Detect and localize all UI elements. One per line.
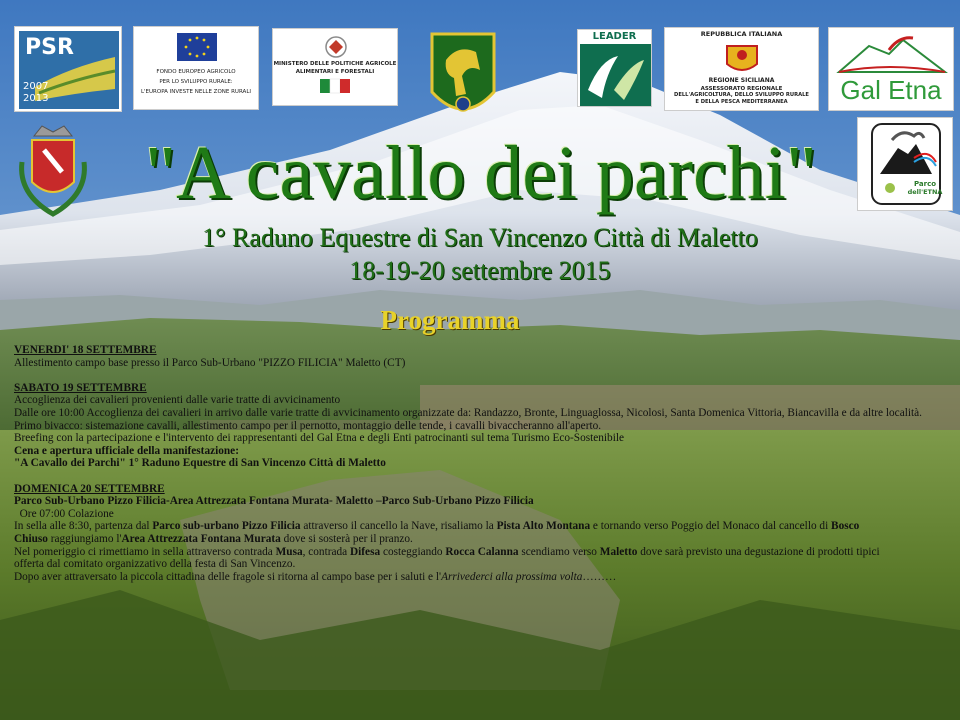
parco-etna-line2: dell'ETNA	[907, 188, 943, 196]
text-span: In sella alle 8:30, partenza dal	[14, 520, 153, 533]
gal-etna-title: Gal Etna	[840, 75, 942, 105]
regione-line1: REPUBBLICA ITALIANA	[700, 30, 783, 38]
sabato-line-4: Breefing con la partecipazione e l'intervento dei rappresentanti del Gal Etna e degli Enti patrocinanti sul tema Turismo Eco-Sostenibile	[14, 432, 624, 445]
regione-line3: ASSESSORATO REGIONALE	[700, 86, 783, 92]
ministero-line1: MINISTERO DELLE POLITICHE AGRICOLE	[273, 61, 397, 67]
regione-siciliana-logo	[664, 27, 819, 111]
farewell-phrase: Arrivederci alla prossima volta	[441, 570, 583, 583]
eu-fund-line3: L'EUROPA INVESTE NELLE ZONE RURALI	[140, 89, 252, 95]
sabato-line-5: Cena e apertura ufficiale della manifestazione:	[14, 444, 239, 457]
place-name: Difesa	[350, 545, 381, 558]
parco-etna-logo	[857, 117, 953, 211]
text-span: dove si sosterà per il pranzo.	[280, 532, 413, 545]
text-span: , contrada	[302, 545, 350, 558]
event-title: "A cavallo dei parchi"	[145, 131, 817, 215]
day-heading-domenica: DOMENICA 20 SETTEMBRE	[14, 482, 165, 495]
place-name: Chiuso	[14, 532, 48, 545]
ministero-line2: ALIMENTARI E FORESTALI	[295, 69, 375, 75]
text-span: e tornando verso Poggio del Monaco dal cancello di	[590, 520, 832, 533]
domenica-lunch-line	[14, 533, 954, 546]
psr-year-start: 2007	[23, 81, 49, 92]
eu-fund-line1: FONDO EUROPEO AGRICOLO	[156, 69, 236, 75]
place-name: Pista Alto Montana	[496, 520, 591, 533]
eu-logo	[133, 26, 259, 110]
text-span: costeggiando	[380, 545, 446, 558]
domenica-farewell-line	[14, 571, 954, 584]
text-span: Nel pomeriggio ci rimettiamo in sella attraverso contrada	[14, 545, 276, 558]
sabato-line-1: Accoglienza dei cavalieri provenienti dalle varie tratte di avvicinamento	[14, 394, 341, 407]
text-span: ………	[582, 570, 617, 583]
day-heading-venerdi: VENERDI' 18 SETTEMBRE	[14, 344, 157, 356]
regione-line5: E DELLA PESCA MEDITERRANEA	[695, 99, 788, 105]
gal-etna-logo	[828, 27, 954, 111]
place-name: Bosco	[831, 520, 860, 533]
sabato-line-3: Primo bivacco: sistemazione cavalli, allestimento campo per il pernotto, montaggio delle tende, i cavalli bivaccheranno all'aperto.	[14, 419, 602, 432]
text-span: attraverso il cancello la Nave, risaliamo la	[300, 520, 497, 533]
text-span: scendiamo verso	[518, 545, 600, 558]
place-name: Musa	[275, 545, 303, 558]
program-schedule	[14, 344, 954, 583]
domenica-afternoon-line	[14, 546, 954, 559]
sabato-line-2: Dalle ore 10:00 Accoglienza dei cavalieri in arrivo dalle varie tratte di avvicinamento organizzate da: Randazzo, Bronte, Linguaglossa, Nicolosi, Santa Domenica Vittoria, Biancavilla e da altre località.	[14, 406, 922, 419]
san-vincenzo-shield-logo	[428, 30, 498, 128]
text-span: dove sarà previsto una degustazione di prodotti tipici	[637, 545, 880, 558]
domenica-morning-line	[14, 520, 954, 533]
programma-heading: Programma	[380, 305, 520, 335]
domenica-offer-line: offerta dal comitato organizzativo della festa di San Vincenzo.	[14, 558, 296, 571]
text-span: Dopo aver attraversato la piccola cittadina delle fragole si ritorna al campo base per i saluti e l'	[14, 570, 442, 583]
eu-fund-line2: PER LO SVILUPPO RURALE:	[159, 79, 233, 85]
parco-etna-line1: Parco	[913, 180, 937, 188]
psr-logo	[14, 26, 122, 112]
sabato-line-6: "A Cavallo dei Parchi" 1° Raduno Equestre di San Vincenzo Città di Maletto	[14, 457, 386, 470]
ministero-logo	[272, 28, 398, 106]
domenica-breakfast: Ore 07:00 Colazione	[14, 507, 114, 520]
maletto-coat-of-arms	[14, 122, 92, 222]
regione-line4: DELL'AGRICOLTURA, DELLO SVILUPPO RURALE	[674, 92, 809, 98]
event-dates: 18-19-20 settembre 2015	[349, 256, 611, 285]
psr-title: PSR	[25, 35, 74, 60]
leader-logo	[577, 29, 652, 107]
day-heading-sabato: SABATO 19 SETTEMBRE	[14, 381, 147, 394]
regione-line2: REGIONE SICILIANA	[708, 77, 775, 84]
venerdi-line-1: Allestimento campo base presso il Parco Sub-Urbano "PIZZO FILICIA" Maletto (CT)	[14, 356, 406, 369]
place-name: Maletto	[599, 545, 638, 558]
text-span: raggiungiamo l'	[47, 532, 122, 545]
domenica-route: Parco Sub-Urbano Pizzo Filicia-Area Attrezzata Fontana Murata- Maletto –Parco Sub-Urbano Pizzo Filicia	[14, 495, 534, 508]
place-name: Parco sub-urbano Pizzo Filicia	[152, 520, 301, 533]
place-name: Area Attrezzata Fontana Murata	[121, 532, 281, 545]
place-name: Rocca Calanna	[445, 545, 519, 558]
psr-year-end: 2013	[23, 93, 49, 104]
leader-title: LEADER	[592, 31, 637, 42]
event-subtitle: 1° Raduno Equestre di San Vincenzo Città di Maletto	[202, 223, 758, 252]
